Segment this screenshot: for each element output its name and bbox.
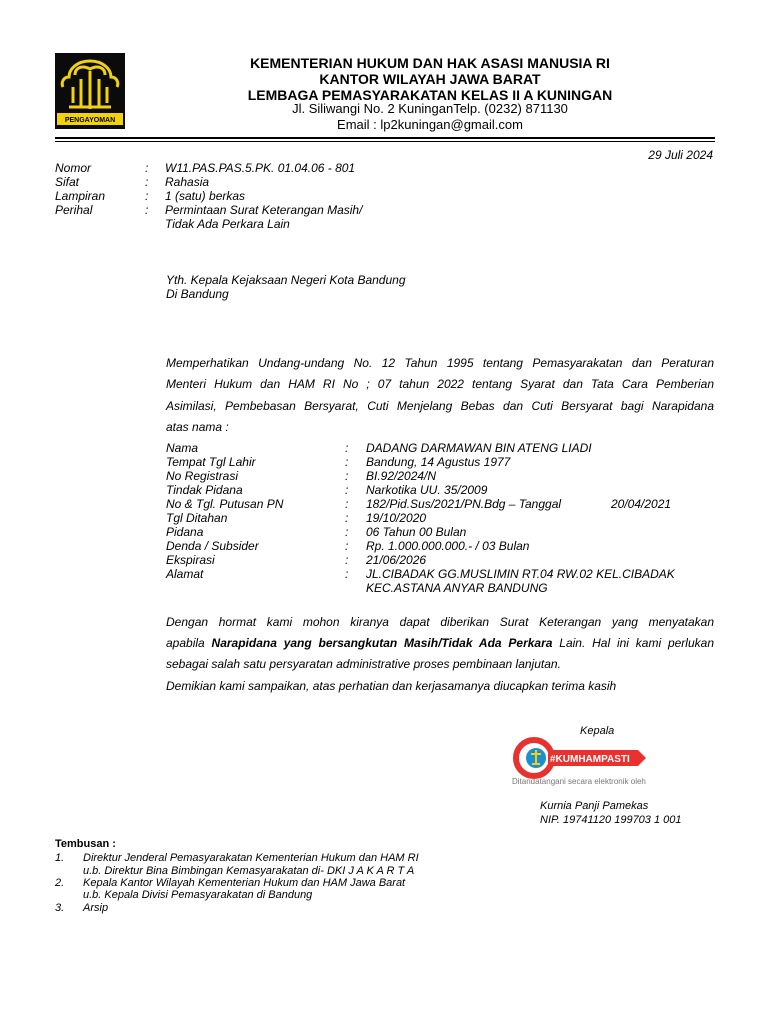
identity-label: Pidana (166, 525, 204, 539)
meta-colon: : (145, 161, 149, 175)
closing-line: Dengan hormat kami mohon kiranya dapat diberikan Surat Keterangan yang menyatakan (166, 615, 714, 629)
identity-value: 182/Pid.Sus/2021/PN.Bdg – Tanggal (366, 497, 562, 511)
closing-line: sebagai salah satu persyaratan administrative proses pembinaan lanjutan. (166, 657, 561, 671)
addressee-line2: Di Bandung (166, 287, 229, 301)
letterhead-email: Email : lp2kuningan@gmail.com (337, 117, 523, 132)
tembusan-text: u.b. Direktur Bina Bimbingan Kemasyarakatan di- DKI J A K A R T A (83, 865, 415, 877)
identity-colon: : (345, 539, 349, 553)
tembusan-num: 3. (55, 902, 65, 914)
identity-label: Denda / Subsider (166, 539, 259, 553)
intro-line: Memperhatikan Undang-undang No. 12 Tahun 1995 tentang Pemasyarakatan dan Peraturan (166, 356, 714, 370)
tembusan-num: 2. (55, 877, 65, 889)
pengayoman-logo (55, 53, 125, 129)
identity-colon: : (345, 483, 349, 497)
identity-label: Tgl Ditahan (166, 511, 228, 525)
logo-text: PENGAYOMAN (64, 117, 116, 124)
meta-value: Permintaan Surat Keterangan Masih/ (165, 203, 363, 217)
identity-label: Ekspirasi (166, 553, 215, 567)
letterhead-ministry: KEMENTERIAN HUKUM DAN HAK ASASI MANUSIA RI (250, 55, 610, 71)
signature-title: Kepala (580, 725, 615, 737)
tembusan-text: Kepala Kantor Wilayah Kementerian Hukum dan HAM Jawa Barat (83, 877, 406, 889)
letterhead-regional-office: KANTOR WILAYAH JAWA BARAT (319, 71, 541, 87)
tembusan-text: u.b. Kepala Divisi Pemasyarakatan di Bandung (83, 889, 313, 901)
meta-colon: : (145, 203, 149, 217)
identity-value: 06 Tahun 00 Bulan (366, 525, 467, 539)
closing-pre: apabila (166, 636, 212, 650)
meta-value: W11.PAS.PAS.5.PK. 01.04.06 - 801 (165, 161, 356, 175)
signature-note: Ditandatangani secara elektronik oleh (512, 777, 646, 786)
identity-label: Alamat (166, 567, 204, 581)
meta-label: Perihal (55, 203, 93, 217)
identity-value: 19/10/2020 (366, 511, 427, 525)
identity-value: KEC.ASTANA ANYAR BANDUNG (366, 581, 548, 595)
identity-label: No & Tgl. Putusan PN (166, 497, 284, 511)
letter-date: 29 Juli 2024 (648, 148, 713, 162)
identity-colon: : (345, 441, 349, 455)
closing-line-emphasis (166, 636, 714, 650)
kumhampasti-badge (512, 736, 652, 780)
closing-thanks: Demikian kami sampaikan, atas perhatian dan kerjasamanya diucapkan terima kasih (166, 679, 617, 693)
intro-line: Menteri Hukum dan HAM RI No ; 07 tahun 2022 tentang Syarat dan Tata Cara Pemberian (166, 377, 714, 391)
identity-value: Rp. 1.000.000.000.- / 03 Bulan (366, 539, 530, 553)
identity-colon: : (345, 525, 349, 539)
identity-label: Nama (166, 441, 199, 455)
meta-colon: : (145, 175, 149, 189)
badge-text: #KUMHAMPASTI (550, 754, 630, 765)
identity-value: Narkotika UU. 35/2009 (366, 483, 488, 497)
meta-label: Nomor (55, 161, 92, 175)
identity-colon: : (345, 455, 349, 469)
identity-colon: : (345, 567, 349, 581)
signatory-name: Kurnia Panji Pamekas (540, 800, 649, 812)
closing-post: Lain. Hal ini kami perlukan (552, 636, 714, 650)
letterhead-address: Jl. Siliwangi No. 2 KuninganTelp. (0232) 871130 (292, 101, 568, 116)
closing-bold: Narapidana yang bersangkutan Masih/Tidak Ada Perkara (211, 636, 553, 650)
meta-label: Lampiran (55, 189, 106, 203)
meta-value: Rahasia (165, 175, 210, 189)
letterhead-rule-thick (55, 137, 715, 139)
identity-colon: : (345, 469, 349, 483)
identity-label: Tempat Tgl Lahir (166, 455, 256, 469)
identity-colon: : (345, 497, 349, 511)
identity-value: JL.CIBADAK GG.MUSLIMIN RT.04 RW.02 KEL.CIBADAK (366, 567, 675, 581)
tembusan-text: Direktur Jenderal Pemasyarakatan Kementerian Hukum dan HAM RI (83, 852, 419, 864)
tembusan-text: Arsip (83, 902, 109, 914)
meta-colon: : (145, 189, 149, 203)
addressee-line1: Yth. Kepala Kejaksaan Negeri Kota Bandung (166, 273, 406, 287)
identity-value: 21/06/2026 (366, 553, 427, 567)
identity-label: Tindak Pidana (166, 483, 243, 497)
meta-value: Tidak Ada Perkara Lain (165, 217, 290, 231)
identity-label: No Registrasi (166, 469, 239, 483)
letterhead-rule-thin (55, 141, 715, 142)
meta-value: 1 (satu) berkas (165, 189, 246, 203)
tembusan-title: Tembusan : (55, 838, 116, 850)
identity-value: BI.92/2024/N (366, 469, 437, 483)
letterhead-institution: LEMBAGA PEMASYARAKATAN KELAS II A KUNINGAN (247, 87, 613, 103)
identity-colon: : (345, 511, 349, 525)
identity-extra-date: 20/04/2021 (611, 497, 672, 511)
signatory-nip: NIP. 19741120 199703 1 001 (540, 814, 682, 826)
intro-line: Asimilasi, Pembebasan Bersyarat, Cuti Menjelang Bebas dan Cuti Bersyarat bagi Narapidana (166, 399, 714, 413)
tembusan-num: 1. (55, 852, 65, 864)
identity-colon: : (345, 553, 349, 567)
identity-value: Bandung, 14 Agustus 1977 (366, 455, 511, 469)
meta-label: Sifat (55, 175, 80, 189)
intro-line: atas nama : (166, 420, 229, 434)
identity-value: DADANG DARMAWAN BIN ATENG LIADI (366, 441, 592, 455)
